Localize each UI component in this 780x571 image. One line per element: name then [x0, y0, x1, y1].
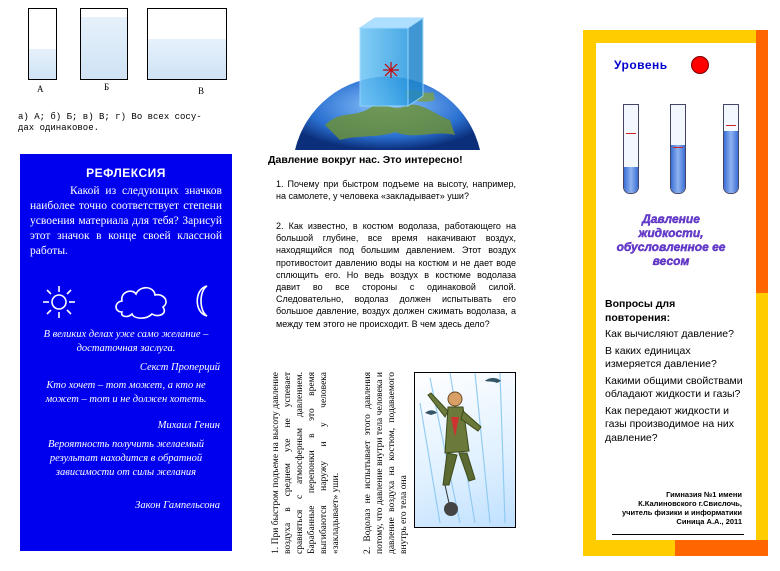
frame-bottom-bar-right: [675, 540, 768, 556]
reflection-title: РЕФЛЕКСИЯ: [86, 166, 166, 180]
test-tube-3: [723, 104, 739, 194]
cloud-icon: [112, 282, 172, 322]
diver-illustration: [415, 373, 515, 527]
signature-underline: [612, 534, 744, 535]
vessel-a: [28, 8, 57, 80]
sun-icon: [42, 285, 76, 319]
vessel-a-water: [29, 49, 56, 79]
vessel-c-water: [148, 39, 226, 79]
test-tube-1: [623, 104, 639, 194]
level-indicator-dot: [691, 56, 709, 74]
author-signature: Гимназия №1 имени К.Калиновского г.Свислочь, учитель физики и информатики Синица А.А., 2011: [621, 490, 742, 526]
test-tube-2: [670, 104, 686, 194]
question-1: 1. Почему при быстром подъеме на высоту, например, на самолете, у человека «закладывает» уши?: [276, 179, 516, 202]
level-label: Уровень: [614, 58, 668, 72]
answer-1-vertical: 1. При быстром подъеме на высоту давление воздуха в среднем ухе не успевает сравняться с атмосферным давлением. Барабанные перепонки в это время выгибаются наружу и у человека «закладывает» уши.: [271, 372, 341, 554]
vessel-label-a: А: [37, 84, 44, 94]
test-tube-1-liquid: [624, 167, 638, 193]
review-questions-title: Вопросы для повторения:: [605, 298, 676, 324]
question-2: 2. Как известно, в костюм водолаза, работающего на большой глубине, все время накачивают воздух, находящийся под большим давлением. Этот воздух противостоит давлению воды на костюм и не дает воде сплющить его. Но ведь воздух в костюме водолаза давит во все стороны с одинаковой силой. Следовательно, водолаз должен испытывать его большое давление, воздух должен сжимать водолаза, а между тем этого не происходит. В чем здесь дело?: [276, 221, 516, 329]
answer-options: а) А; б) Б; в) В; г) Во всех сосу- дах одинаковое.: [18, 112, 202, 133]
reflection-panel: [20, 154, 232, 551]
interesting-facts-title: Давление вокруг нас. Это интересно!: [268, 154, 463, 166]
reflection-intro: Какой из следующих значков наиболее точно соответствует степени усвоения материала для тебя? Зарисуй этот значок в конце своей классной работы.: [30, 185, 222, 257]
quote-2-text: Кто хочет – тот может, а кто не может – тот и не должен хотеть.: [45, 380, 207, 405]
answer-2-vertical: 2. Водолаз не испытывает этого давления потому, что давление внутри тела человека и давление воздуха на костюм, подаваемого внутрь его тела она: [363, 372, 409, 554]
quote-3-text: Вероятность получить желаемый результат находится в обратной зависимости от силы желания: [47, 439, 205, 478]
review-question-4: Как передают жидкости и газы производимое на них давление?: [605, 404, 734, 444]
quote-1-text: В великих делах уже само желание – достаточная заслуга.: [43, 329, 209, 354]
vessel-b-water: [81, 17, 127, 79]
frame-top-bar: [583, 30, 768, 43]
reflection-icons: [42, 282, 222, 322]
topic-wordart: Давление жидкости, обусловленное ее весом: [616, 212, 726, 268]
quote-2-author: Михаил Генин: [157, 420, 220, 431]
frame-left-bar: [583, 30, 596, 556]
quote-3-author: Закон Гампельсона: [135, 500, 220, 511]
test-tube-3-liquid: [724, 131, 738, 193]
test-tube-1-mark: [626, 133, 636, 134]
quote-1-author: Секст Проперций: [139, 362, 220, 373]
moon-icon: [190, 284, 214, 318]
review-question-2: В каких единицах измеряется давление?: [605, 344, 717, 370]
test-tube-2-mark: [673, 147, 683, 148]
vessel-c: [147, 8, 227, 80]
frame-bottom-bar-left: [583, 540, 675, 556]
vessel-label-b: Б: [104, 82, 110, 92]
test-tube-3-mark: [726, 125, 736, 126]
vessel-b: [80, 8, 128, 80]
frame-right-bar-top: [756, 30, 768, 293]
review-question-3: Какими общими свойствами обладают жидкости и газы?: [605, 374, 743, 400]
earth-atmosphere-image: [285, 0, 485, 150]
vessel-label-c: В: [198, 86, 205, 96]
frame-right-bar-bottom: [756, 293, 768, 556]
diver-illustration-frame: [414, 372, 516, 528]
test-tube-2-liquid: [671, 145, 685, 193]
review-question-1: Как вычисляют давление?: [605, 328, 734, 340]
review-questions: [605, 298, 743, 448]
